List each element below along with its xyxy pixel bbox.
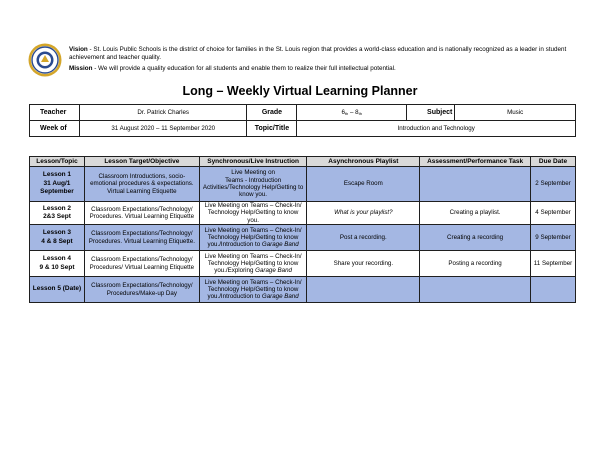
teacher-value: Dr. Patrick Charles — [79, 105, 247, 121]
lesson-cell: Lesson 3 4 & 8 Sept — [30, 225, 85, 251]
target-cell: Classroom Expectations/Technology/ Procedures. Virtual Learning Etiquette. — [84, 225, 199, 251]
due-date-cell: 4 September — [531, 202, 576, 225]
grade-value: $6_{th} - 8_{th}$ — [297, 105, 407, 121]
sync-cell: Live Meeting on Teams – Check-In/ Technology Help/Getting to know you./Exploring Garage Band — [199, 251, 307, 277]
due-date-cell: 9 September — [531, 225, 576, 251]
schedule-table — [29, 156, 576, 303]
topic-label: Topic/Title — [247, 121, 297, 137]
vision-mission-block — [69, 46, 589, 76]
target-cell: Classroom Expectations/Technology/ Procedures/Make-up Day — [84, 277, 199, 303]
grade-label: Grade — [247, 105, 297, 121]
sync-cell: Live Meeting on Teams - Introduction Activities/Technology Help/Getting to know you. — [199, 167, 307, 202]
mission-statement: Mission - We will provide a quality education for all students and enable them to realize their full intellectual potential. — [69, 65, 396, 73]
planner-info-table — [29, 104, 576, 137]
assessment-cell — [420, 277, 531, 303]
vision-statement: Vision - St. Louis Public Schools is the district of choice for families in the St. Louis region that provides a world-class education and is nationally recognized as a leader in student achievement and teacher quality. — [69, 46, 567, 62]
playlist-cell: Share your recording. — [307, 251, 420, 277]
sync-cell: Live Meeting on Teams – Check-In/ Technology Help/Getting to know you. — [199, 202, 307, 225]
teacher-label: Teacher — [30, 105, 80, 121]
table-row — [30, 167, 576, 202]
district-seal-logo — [28, 43, 62, 77]
lesson-cell: Lesson 5 (Date) — [30, 277, 85, 303]
column-header: Assessment/Performance Task — [420, 157, 531, 167]
subject-label: Subject — [407, 105, 455, 121]
week-label: Week of — [30, 121, 80, 137]
due-date-cell — [531, 277, 576, 303]
column-header: Asynchronous Playlist — [307, 157, 420, 167]
table-row — [30, 225, 576, 251]
playlist-cell: Post a recording. — [307, 225, 420, 251]
assessment-cell: Posting a recording — [420, 251, 531, 277]
table-row — [30, 202, 576, 225]
assessment-cell: Creating a recording — [420, 225, 531, 251]
column-header: Lesson Target/Objective — [84, 157, 199, 167]
playlist-cell: Escape Room — [307, 167, 420, 202]
table-row — [30, 277, 576, 303]
page-title: Long – Weekly Virtual Learning Planner — [182, 84, 418, 98]
due-date-cell: 2 September — [531, 167, 576, 202]
column-header: Lesson/Topic — [30, 157, 85, 167]
playlist-cell — [307, 277, 420, 303]
lesson-cell: Lesson 1 31 Aug/1 September — [30, 167, 85, 202]
lesson-cell: Lesson 2 2&3 Sept — [30, 202, 85, 225]
week-value: 31 August 2020 – 11 September 2020 — [79, 121, 247, 137]
target-cell: Classroom Expectations/Technology/ Procedures/ Virtual Learning Etiquette — [84, 251, 199, 277]
due-date-cell: 11 September — [531, 251, 576, 277]
assessment-cell — [420, 167, 531, 202]
column-header: Due Date — [531, 157, 576, 167]
playlist-cell: What is your playlist? — [307, 202, 420, 225]
target-cell: Classroom Introductions, socio- emotional procedures & expectations. Virtual Learning Etiquette — [84, 167, 199, 202]
schedule-header-row — [30, 157, 576, 167]
sync-cell: Live Meeting on Teams – Check-In/ Technology Help/Getting to know you./Introduction to Garage Band — [199, 225, 307, 251]
target-cell: Classroom Expectations/Technology/ Procedures. Virtual Learning Etiquette — [84, 202, 199, 225]
topic-value: Introduction and Technology — [297, 121, 576, 137]
sync-cell: Live Meeting on Teams – Check-In/ Technology Help/Getting to know you./Introduction to Garage Band — [199, 277, 307, 303]
lesson-cell: Lesson 4 9 & 10 Sept — [30, 251, 85, 277]
subject-value: Music — [455, 105, 576, 121]
assessment-cell: Creating a playlist. — [420, 202, 531, 225]
column-header: Synchronous/Live Instruction — [199, 157, 307, 167]
table-row — [30, 251, 576, 277]
